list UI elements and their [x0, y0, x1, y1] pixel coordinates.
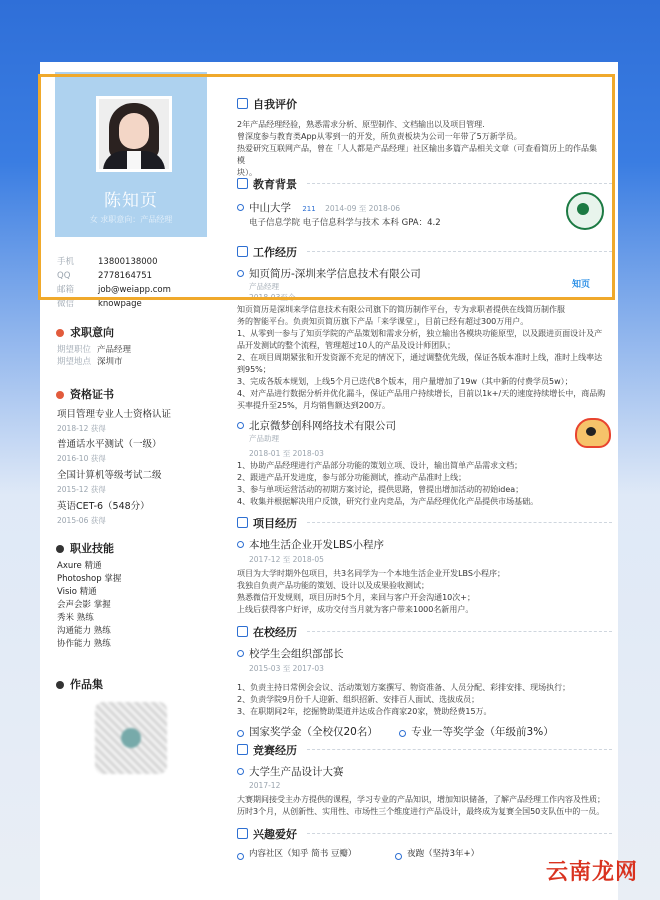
- target-icon: [56, 329, 64, 337]
- contact-row: QQ 2778164751: [57, 271, 153, 281]
- work-section: 工作经历 知页简历-深圳来学信息技术有限公司 产品经理 2018-03至今 知页简历是深圳来学信息技术有限公司旗下的简历制作平台，专为求职者提供在线简历制作服 务的智能平台。负责知页简历旗下产品「来学课堂」，目前已经有超过300万用户。 1、从零到一参与了知页学院的产品策划和需求分析，独立输出各模块功能原型，以及跟进页面设计及产 品开发测试的整个流程，管理超过10人的产品及设计师团队； 2、在项目周期紧张和开发资源不充足的情况下，通过调整优先级，保证各版本准时上线，准时上线率达 到95%； 3、完成各版本规划，上线5个月已迭代8个版本，用户量增加了19w（其中新的付费学员5w）； 4、对产品进行数据分析并优化漏斗，保证产品用户持续增长，目前以1k+/天的速度持续增长中，商品购 买率提升至25%，月均销售额达到200万。 北京微梦创科网络技术有限公司 产品助理 2018-01 至 2018-03 1、协助产品经理进行产品部分功能的策划立项、设计，输出简单产品需求文档； 2、跟进产品开发进度，参与部分功能测试，推动产品准时上线； 3、参与单项运营活动的初期方案讨论，提供思路，曾提出增加活动的初始idea； 4、收集并根据解决用户反馈，研究行业内竞品，为产品经理优化产品提供市场基础。: [237, 244, 612, 508]
- highlight-frame: [38, 74, 615, 300]
- skills-heading: 职业技能: [56, 540, 114, 556]
- qr-code[interactable]: [95, 702, 167, 774]
- project-section: 项目经历 本地生活企业开发LBS小程序 2017-12 至 2018-05 项目为大学时期外包项目，共3名同学为一个本地生活企业开发LBS小程序； 我独自负责产品功能的策划、设计以及成果验收测试； 熟悉微信开发规则，项目历时5个月，来回与客户开会沟通10次+； 上线后获得客户好评，成功交付当月就为客户带来1000名新用户。: [237, 515, 612, 616]
- intent-heading: 求职意向: [56, 324, 114, 340]
- cert-item: 全国计算机等级考试二级 2015-12 获得: [57, 470, 162, 494]
- award-item: 国家奖学金（全校仅20名）: [237, 726, 378, 738]
- campus-icon: [237, 626, 248, 637]
- contact-row: 微信 knowpage: [57, 299, 142, 309]
- hobby-section: 兴趣爱好 内容社区（知乎 简书 豆瓣） 夜跑（坚持3年+）: [237, 826, 612, 860]
- weibo-logo: [575, 418, 611, 448]
- intent-rows: 期望职位 产品经理 期望地点 深圳市: [57, 345, 132, 367]
- zhiye-logo: 知页: [572, 280, 591, 290]
- works-heading: 作品集: [56, 676, 103, 692]
- heart-icon: [237, 828, 248, 839]
- self-eval-section: 自我评价 2年产品经理经验，熟悉需求分析、原型制作、文档输出以及项目管理. 曾深度参与教育类App从零到一的开发，所负责板块为公司一年带了5万新学员。 热爱研究互联网产品，曾在「人人都是产品经理」社区输出多篇产品相关文章（可查看简历上的作品集模 块）。: [237, 98, 597, 177]
- candidate-subtitle: 女 求职意向：产品经理: [89, 215, 173, 224]
- cert-item: 英语CET-6（548分） 2015-06 获得: [57, 501, 150, 525]
- contact-row: 手机 13800138000: [57, 257, 158, 267]
- hobby-item: 夜跑（坚持3年+）: [395, 849, 479, 859]
- watermark: 云南龙网: [545, 860, 638, 885]
- gear-icon: [56, 545, 64, 553]
- certificate-icon: [56, 391, 64, 399]
- certs-heading: 资格证书: [56, 386, 114, 402]
- trophy-icon: [237, 744, 248, 755]
- education-section: 教育背景 中山大学 211 2014-09 至 2018-06 电子信息学院 电子信息科学与技术 本科 GPA：4.2: [237, 176, 612, 229]
- skills-list: Axure 精通 Photoshop 掌握 Visio 精通 会声会影 掌握 秀米 熟练 沟通能力 熟练 协作能力 熟练: [57, 561, 122, 649]
- portfolio-icon: [56, 681, 64, 689]
- cert-item: 普通话水平测试（一级） 2016-10 获得: [57, 439, 162, 463]
- hobby-item: 内容社区（知乎 简书 豆瓣）: [237, 849, 356, 859]
- contact-row: 邮箱 job@weiapp.com: [57, 285, 171, 295]
- competition-section: 竞赛经历 大学生产品设计大赛 2017-12 大赛期间接受主办方提供的课程，学习专业的产品知识，增加知识储备，了解产品经理工作内容及性质； 历时3个月，从创新性、实用性、市场性三个维度进行产品设计，最终成为复赛全国50支队伍中的一员。: [237, 742, 612, 818]
- campus-section: 在校经历 校学生会组织部部长 2015-03 至 2017-03 1、负责主持日常例会会议、活动策划方案撰写、物资准备、人员分配、彩排安排、现场执行； 2、负责学院9月份千人迎新、组织招新、安排百人面试、选拔成员； 3、在职期间2年，挖掘赞助渠道并达成合作商家20家，赞助经费15万。 国家奖学金（全校仅20名） 专业一等奖学金（年级前3%）: [237, 624, 612, 739]
- cert-item: 项目管理专业人士资格认证 2018-12 获得: [57, 409, 172, 433]
- award-item: 专业一等奖学金（年级前3%）: [399, 726, 554, 738]
- project-icon: [237, 517, 248, 528]
- candidate-name: 陈知页: [104, 191, 158, 211]
